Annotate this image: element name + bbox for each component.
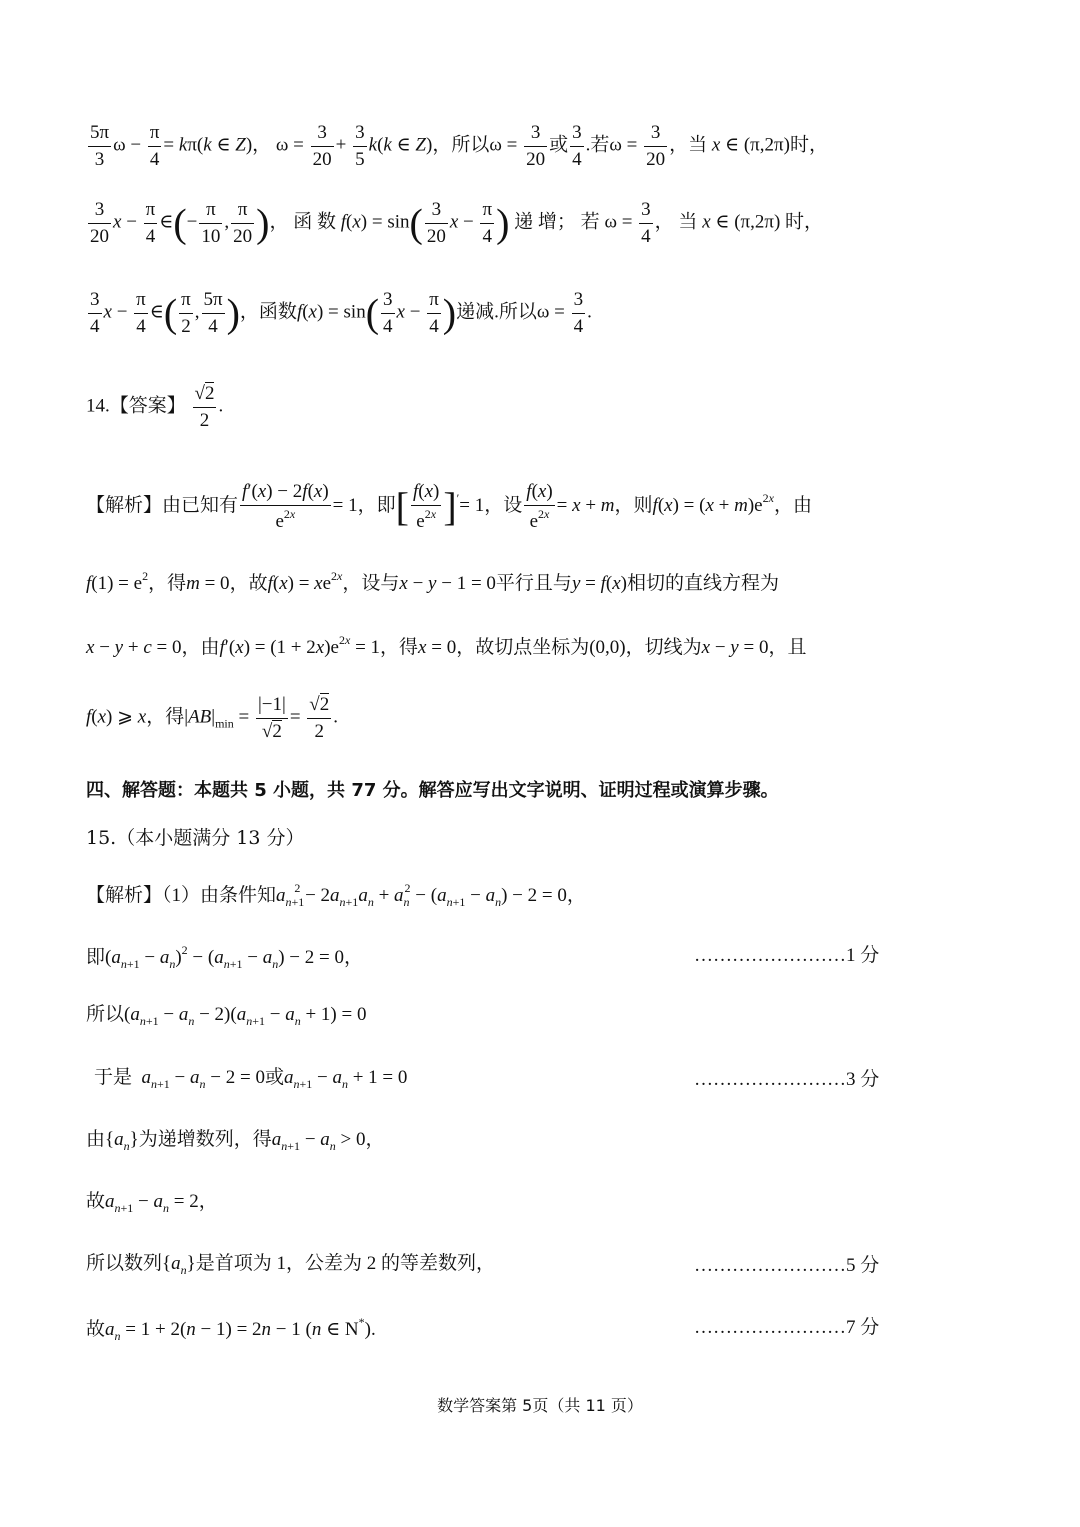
inc-text: 为递增数列，得 xyxy=(138,1129,272,1150)
hence-text: 故 xyxy=(86,1191,106,1212)
by2-text: ，由 xyxy=(181,637,220,658)
q15-line-1: 【解析】（1）由条件知$a_{n+1}^2 - 2a_{n+1}a_n + a_n^2 - (a_{n+1} - a_n) - 2 = 0$， xyxy=(86,881,586,909)
score-3: ……………………3 分 xyxy=(694,1069,880,1090)
when2-text: ， 当 xyxy=(654,211,698,233)
func-text: 函 数 xyxy=(293,211,336,233)
q13-line-1: $\frac{5\pi}{3}$ ω − $\frac{\pi}{4}$ = kπ(k ∈ Z)， ω = $\frac{3}{20}$ + $\frac{3}{5}$ k(k ∈ Z)，所以ω = $\frac{3}{20}$ 或 $\frac{3}{4}$ .若ω = $\frac{3}{20}$ ，当 x ∈ (π,2π)时， xyxy=(90,122,828,170)
ie-text: 即 xyxy=(86,947,106,968)
so-text: ，所以 xyxy=(432,134,490,156)
q15-line-2: 即$(a_{n+1} - a_n)^2 - (a_{n+1} - a_n) - 2 = 0$， xyxy=(86,943,363,971)
hence2-text: 故 xyxy=(86,1319,106,1340)
point-text: ，故切点坐标为 xyxy=(456,637,590,658)
q15-analysis-label: 【解析】 xyxy=(86,885,163,906)
q15-line-4: 于是 $a_{n+1} - a_n - 2 = 0$或$a_{n+1} - a_n + 1 = 0$ xyxy=(94,1067,408,1091)
parallel-text: 平行且与 xyxy=(495,573,572,594)
part1-text: （1）由条件知 xyxy=(162,885,277,906)
q15-line-3: 所以$(a_{n+1} - a_n - 2)(a_{n+1} - a_n + 1) = 0$ xyxy=(86,1004,367,1028)
thus-text: 于是 xyxy=(94,1067,133,1088)
if-text: .若 xyxy=(585,134,610,156)
time-text: 时， xyxy=(789,134,828,156)
get2-text: ，得 xyxy=(380,637,419,658)
q14-label: 14.【答案】 xyxy=(86,395,186,417)
q15-line-6: 故$a_{n+1} - a_n = 2$， xyxy=(86,1191,218,1215)
line-text: ，设与 xyxy=(342,573,400,594)
q14-line-1: 【解析】由已知有 $\frac{f'(x) - 2f(x)}{e^{2x}}$ = 1，即[ $\frac{f(x)}{e^{2x}}$ ]′= 1，设 $\frac{f(x)}{e^{2x}}$ = x + m，则$f(x) = (x + m)e^{2x}$，由 xyxy=(86,481,812,532)
or-text: 或 xyxy=(264,1067,284,1088)
if2-text: 若 xyxy=(580,211,600,233)
tline-text: ，切线为 xyxy=(625,637,702,658)
q13-line-2: $\frac{3}{20}$ x − $\frac{\pi}{4}$ ∈(− $\frac{\pi}{10}$ , $\frac{\pi}{20}$ )， 函 数 f(x) = sin( $\frac{3}{20}$ x − $\frac{\pi}{4}$ ) 递 增； 若 ω = $\frac{3}{4}$ ， 当 x ∈ (π,2π) 时， xyxy=(90,199,824,247)
time2-text: 时， xyxy=(785,211,824,233)
q14-answer: 14.【答案】 $\frac{√2}{2}$ . xyxy=(86,383,224,431)
let-text: ，设 xyxy=(484,495,523,517)
w-eq: ω = xyxy=(275,134,304,156)
q13-line-3: $\frac{3}{4}$ x − $\frac{\pi}{4}$ ∈( $\frac{\pi}{2}$ , $\frac{5\pi}{4}$ )，函数f(x) = sin( $\frac{3}{4}$ x − $\frac{\pi}{4}$ )递减.所以ω = $\frac{3}{4}$ . xyxy=(90,289,592,337)
tangent-text: 相切的直线方程为 xyxy=(626,573,779,594)
q15-line-7: 所以数列$\{a_n\}$是首项为 1，公差为 2 的等差数列， xyxy=(86,1253,496,1277)
score-1: ……………………1 分 xyxy=(694,945,880,966)
score-5: ……………………5 分 xyxy=(694,1255,880,1276)
q14-analysis-label: 【解析】 xyxy=(86,495,163,517)
score-7: ……………………7 分 xyxy=(694,1317,880,1338)
q15-line-5: 由$\{a_n\}$为递增数列，得$a_{n+1} - a_n > 0$， xyxy=(86,1129,385,1153)
page-footer: 数学答案第 5页（共 11 页） xyxy=(437,1396,643,1415)
known-text: 由已知有 xyxy=(162,495,239,517)
func2-text: ，函数 xyxy=(239,301,297,323)
section-heading: 四、解答题：本题共 5 小题，共 77 分。解答应写出文字说明、证明过程或演算步骤。 xyxy=(86,780,779,801)
or-text: 或 xyxy=(549,134,569,156)
so2-text: 所以数列 xyxy=(86,1253,163,1274)
q15-line-8: 故$a_n = 1 + 2(n - 1) = 2n - 1$ (n ∈ N*). xyxy=(86,1315,376,1343)
and-text: ，且 xyxy=(768,637,807,658)
when-text: ，当 xyxy=(669,134,708,156)
hence-text: ，故 xyxy=(229,573,268,594)
get-text: ，得 xyxy=(148,573,187,594)
so-text: 所以 xyxy=(86,1004,125,1025)
dec-text: 递减.所以 xyxy=(456,301,537,323)
by-text: 由 xyxy=(86,1129,106,1150)
q14-line-4: f(x) ⩾ x，得$|AB|_{min}$ = $\frac{|-1|}{√2}$ = $\frac{√2}{2}$ . xyxy=(86,694,338,742)
arith-text: 是首项为 1，公差为 2 的等差数列， xyxy=(195,1253,496,1274)
get3-text: ，得 xyxy=(146,706,185,728)
ie-text: ，即 xyxy=(357,495,396,517)
by-text: ，由 xyxy=(773,495,812,517)
inc-text: 递 增； xyxy=(514,211,576,233)
q14-line-2: $f(1) = e^2$，得m = 0，故$f(x) = xe^{2x}$，设与x − y − 1 = 0平行且与y = f(x)相切的直线方程为 xyxy=(86,569,779,594)
then-text: ，则 xyxy=(614,495,653,517)
q15-title: 15.（本小题满分 13 分） xyxy=(86,827,305,849)
q14-line-3: x − y + c = 0，由$f'(x) = (1 + 2x)e^{2x} = 1$，得x = 0，故切点坐标为(0,0)，切线为x − y = 0，且 xyxy=(86,633,807,658)
